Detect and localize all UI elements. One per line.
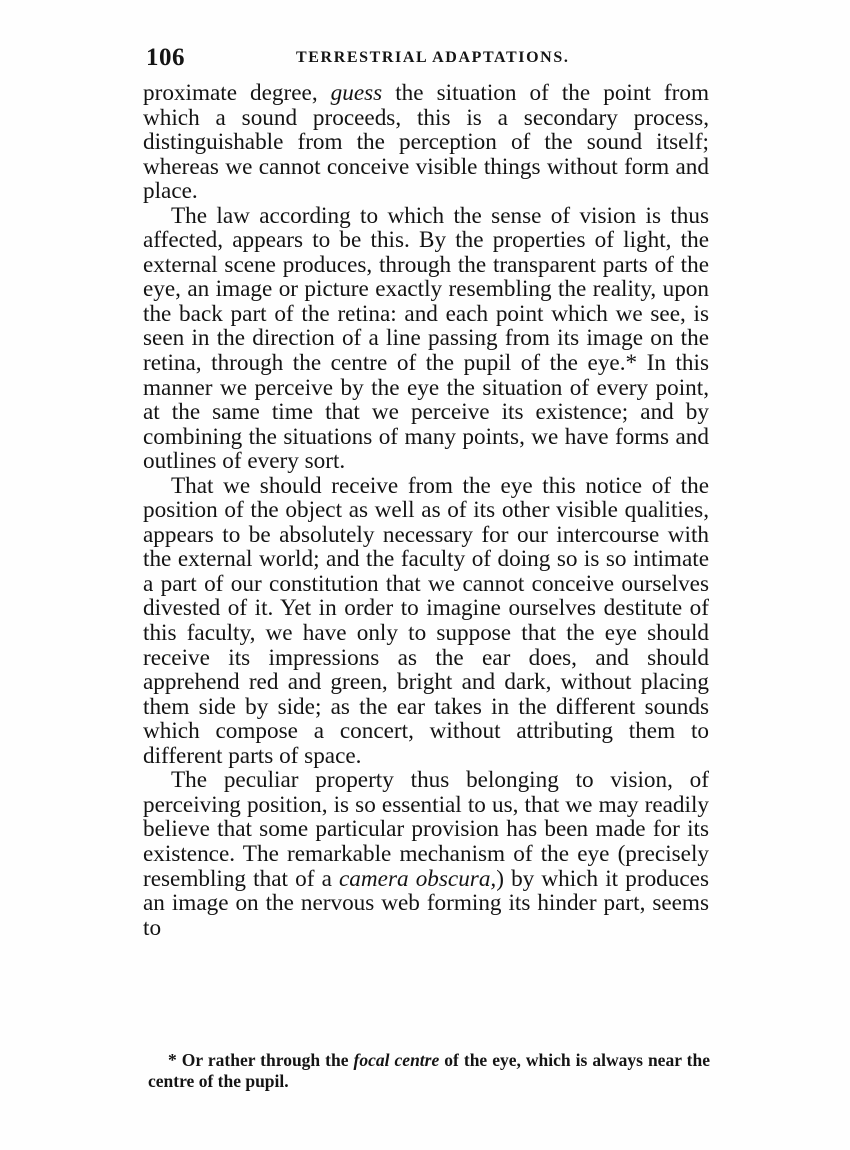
page-number: 106 bbox=[146, 44, 185, 71]
footnote bbox=[148, 1050, 710, 1092]
footnote-part: of the eye, which is always near the centre of the pupil. bbox=[148, 1050, 711, 1091]
page-header bbox=[146, 44, 710, 76]
italic-text: camera obscura, bbox=[339, 865, 497, 892]
paragraph bbox=[143, 81, 709, 204]
footnote-part: * Or rather through the bbox=[168, 1050, 354, 1070]
italic-text: focal centre bbox=[353, 1050, 440, 1070]
footnote-text bbox=[148, 1050, 710, 1092]
paragraph-text: The peculiar property thus belonging to vision, of perceiving position, is so essential to us, that we may readily believe that some particular provision has been made for its existence. The remarkable mechanism of the eye (precisely resembling that of a bbox=[143, 767, 709, 892]
body-text bbox=[143, 81, 709, 940]
paragraph-text: proximate degree, bbox=[143, 80, 331, 106]
italic-text: guess bbox=[330, 80, 383, 106]
paragraph: That we should receive from the eye this notice of the position of the object as well as of its other visible qualities, appears to be absolutely necessary for our intercourse with the external world; and the faculty of doing so is so intimate a part of our constitution that we cannot conceive ourselves divested of it. Yet in order to imagine ourselves destitute of this faculty, we have only to suppose that the eye should receive its impressions as the ear does, and should apprehend red and green, bright and dark, without placing them side by side; as the ear takes in the different sounds which compose a concert, without attributing them to different parts of space. bbox=[143, 472, 709, 769]
paragraph-text: the situation of the point from which a sound proceeds, this is a secondary process, distinguishable from the perception of the sound itself; whereas we cannot conceive visible things without form and place. bbox=[143, 80, 710, 205]
paragraph: The law according to which the sense of vision is thus affected, appears to be this. By the properties of light, the external scene produces, through the transparent parts of the eye, an image or picture exactly resembling the reality, upon the back part of the retina: and each point which we see, is seen in the direction of a line passing from its image on the retina, through the centre of the pupil of the eye.* In this manner we perceive by the eye the situation of every point, at the same time that we perceive its existence; and by combining the situations of many points, we have forms and outlines of every sort. bbox=[143, 202, 709, 475]
paragraph-text: ) by which it produces an image on the nervous web forming its hinder part, seems to bbox=[143, 865, 709, 941]
running-title: TERRESTRIAL ADAPTATIONS. bbox=[296, 49, 570, 66]
paragraph bbox=[143, 768, 709, 940]
